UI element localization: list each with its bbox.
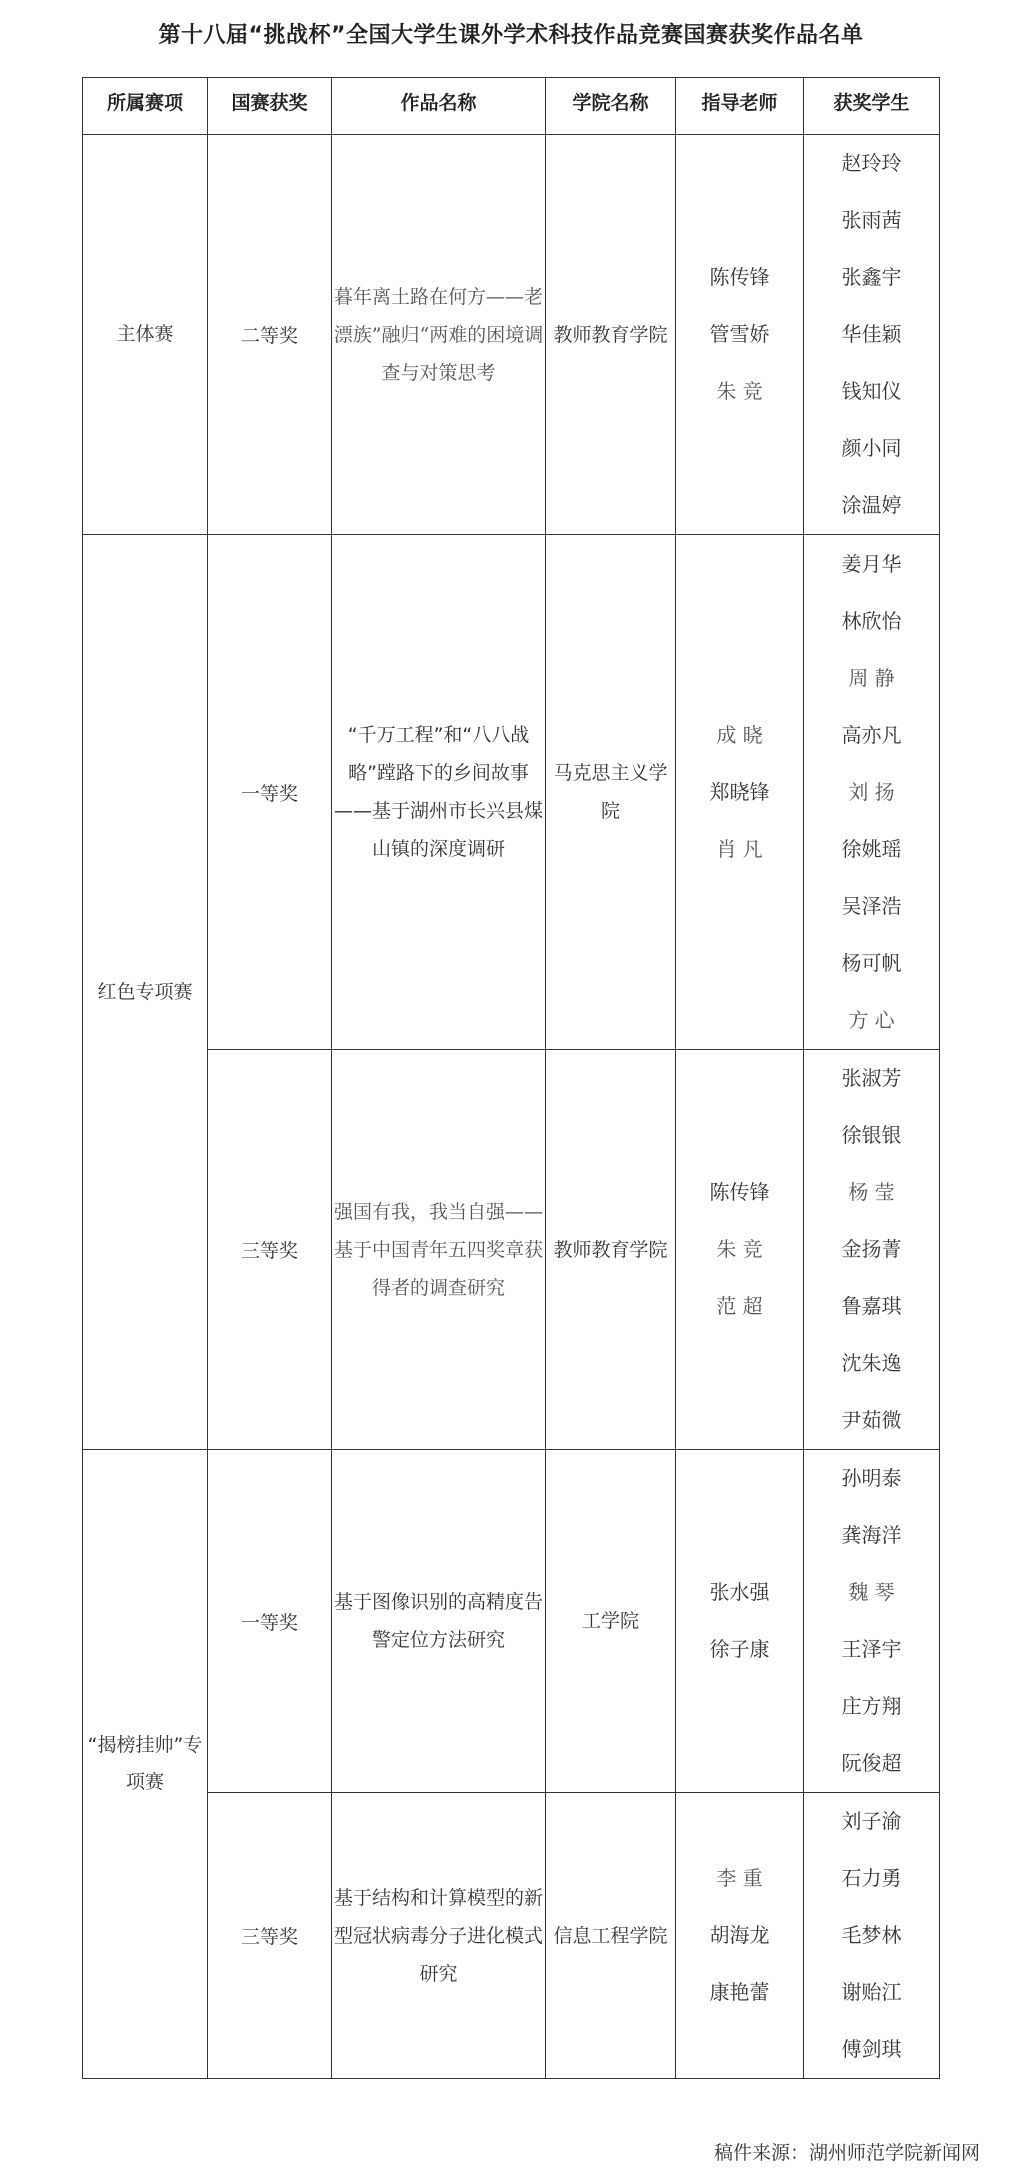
category-cell: 主体赛 [83, 135, 208, 535]
teacher-name: 陈传锋 [709, 1180, 770, 1204]
header-award: 国赛获奖 [208, 78, 332, 135]
awards-table [82, 77, 940, 2079]
college-cell: 教师教育学院 [546, 1050, 676, 1450]
teacher-name: 管雪娇 [709, 322, 770, 346]
student-name: 龚海洋 [841, 1523, 902, 1547]
student-name: 阮俊超 [841, 1751, 902, 1775]
award-cell: 一等奖 [208, 535, 332, 1050]
student-name: 徐银银 [841, 1123, 902, 1147]
student-name: 金扬菁 [841, 1237, 902, 1261]
student-name: 鲁嘉琪 [841, 1294, 902, 1318]
student-name: 吴泽浩 [841, 893, 902, 918]
student-name: 傅剑琪 [841, 2037, 902, 2061]
work-title-cell: “千万工程”和“八八战略”蹚路下的乡间故事——基于湖州市长兴县煤山镇的深度调研 [332, 535, 546, 1050]
source-credit: 稿件来源：湖州师范学院新闻网 [713, 2142, 980, 2164]
teacher-name: 康艳蕾 [709, 1980, 770, 2004]
students-cell [804, 1793, 940, 2079]
students-cell [804, 1050, 940, 1450]
teachers-cell [676, 135, 804, 535]
award-cell: 三等奖 [208, 1050, 332, 1450]
student-name: 方 心 [848, 1007, 895, 1032]
student-name: 林欣怡 [841, 608, 902, 633]
student-name: 魏 琴 [848, 1580, 895, 1604]
work-title-cell: 基于结构和计算模型的新型冠状病毒分子进化模式研究 [332, 1793, 546, 2079]
student-name: 高亦凡 [841, 722, 902, 747]
teachers-cell [676, 535, 804, 1050]
teachers-cell [676, 1793, 804, 2079]
teacher-name: 郑晓锋 [709, 779, 770, 804]
student-name: 赵玲玲 [841, 151, 902, 175]
college-cell: 教师教育学院 [546, 135, 676, 535]
teacher-name: 肖 凡 [716, 836, 763, 861]
teacher-name: 陈传锋 [709, 265, 770, 289]
teacher-name: 张水强 [709, 1580, 770, 1604]
table-row [83, 1050, 940, 1450]
teacher-name: 朱 竞 [716, 1237, 763, 1261]
table-row [83, 135, 940, 535]
student-name: 姜月华 [841, 551, 902, 576]
header-students: 获奖学生 [804, 78, 940, 135]
table-row [83, 535, 940, 1050]
student-name: 庄方翔 [841, 1694, 902, 1718]
page-title: 第十八届“挑战杯”全国大学生课外学术科技作品竞赛国赛获奖作品名单 [158, 23, 864, 48]
student-name: 周 静 [848, 665, 895, 690]
student-name: 钱知仪 [841, 379, 902, 403]
college-cell: 信息工程学院 [546, 1793, 676, 2079]
college-cell: 马克思主义学院 [546, 535, 676, 1050]
students-cell [804, 535, 940, 1050]
student-name: 张鑫宇 [841, 265, 902, 289]
work-title-cell: 强国有我，我当自强——基于中国青年五四奖章获得者的调查研究 [332, 1050, 546, 1450]
college-cell: 工学院 [546, 1450, 676, 1793]
student-name: 杨 莹 [848, 1180, 895, 1204]
student-name: 张雨茜 [841, 208, 902, 232]
student-name: 谢贻江 [841, 1980, 902, 2004]
students-cell [804, 135, 940, 535]
student-name: 杨可帆 [841, 950, 902, 975]
teacher-name: 徐子康 [709, 1637, 770, 1661]
student-name: 徐姚瑶 [841, 836, 902, 861]
category-cell: 红色专项赛 [83, 535, 208, 1450]
award-cell: 三等奖 [208, 1793, 332, 2079]
teacher-name: 胡海龙 [709, 1923, 770, 1947]
teacher-name: 范 超 [716, 1294, 763, 1318]
work-title-cell: 暮年离土路在何方——老漂族”融归“两难的困境调查与对策思考 [332, 135, 546, 535]
student-name: 孙明泰 [841, 1466, 902, 1490]
student-name: 王泽宇 [841, 1637, 902, 1661]
header-work: 作品名称 [332, 78, 546, 135]
header-teachers: 指导老师 [676, 78, 804, 135]
teacher-name: 李 重 [716, 1866, 763, 1890]
student-name: 石力勇 [841, 1866, 902, 1890]
header-category: 所属赛项 [83, 78, 208, 135]
student-name: 刘子渝 [841, 1809, 902, 1833]
table-header-row [83, 78, 940, 135]
student-name: 沈朱逸 [841, 1351, 902, 1375]
table-row [83, 1450, 940, 1793]
teacher-name: 成 晓 [716, 722, 763, 747]
student-name: 华佳颖 [841, 322, 902, 346]
teachers-cell [676, 1050, 804, 1450]
student-name: 刘 扬 [848, 779, 895, 804]
award-cell: 二等奖 [208, 135, 332, 535]
student-name: 尹茹微 [841, 1408, 902, 1432]
students-cell [804, 1450, 940, 1793]
teachers-cell [676, 1450, 804, 1793]
student-name: 毛梦林 [841, 1923, 902, 1947]
award-cell: 一等奖 [208, 1450, 332, 1793]
table-row [83, 1793, 940, 2079]
teacher-name: 朱 竞 [716, 379, 763, 403]
work-title-cell: 基于图像识别的高精度告警定位方法研究 [332, 1450, 546, 1793]
student-name: 颜小同 [841, 436, 902, 460]
student-name: 涂温婷 [841, 493, 902, 517]
header-college: 学院名称 [546, 78, 676, 135]
student-name: 张淑芳 [841, 1066, 902, 1090]
category-cell: “揭榜挂帅”专项赛 [83, 1450, 208, 2079]
